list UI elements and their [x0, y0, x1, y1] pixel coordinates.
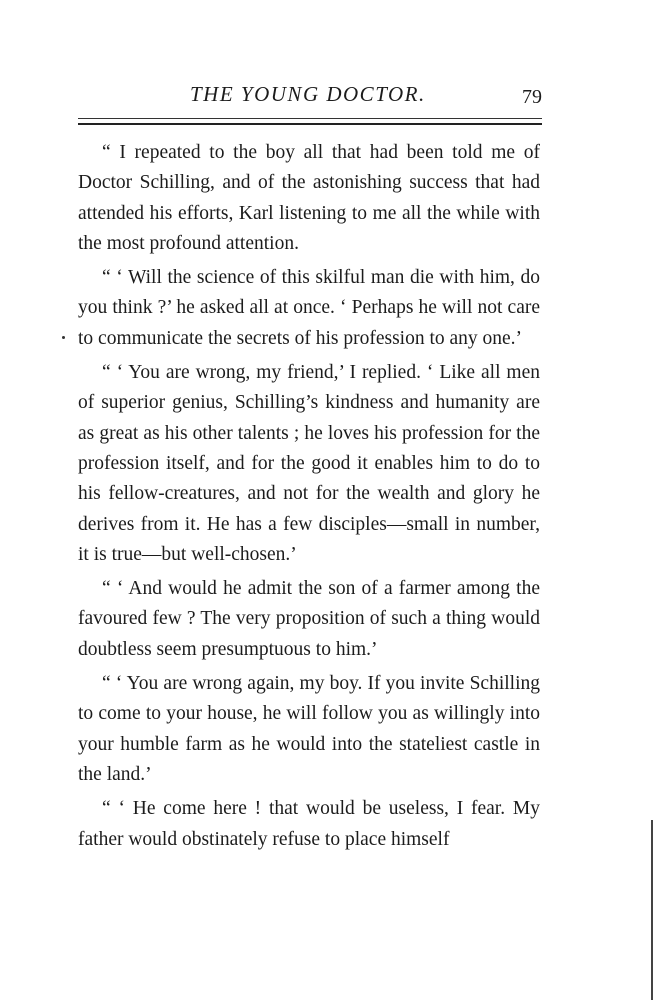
header-rule-thick — [78, 123, 542, 125]
paragraph: “ ‘ And would he admit the son of a farmer among the favoured few ? The very proposition of such a thing would doubtless seem presumptuous to him.’ — [78, 578, 540, 660]
paragraph: “ ‘ He come here ! that would be useless, I fear. My father would obstinately refuse to place himself — [78, 798, 540, 850]
body-text — [78, 138, 540, 859]
binding-edge — [651, 820, 653, 1000]
page-number: 79 — [522, 86, 542, 108]
paragraph: “ ‘ You are wrong, my friend,’ I replied. ‘ Like all men of superior genius, Schilling’s kindness and humanity are as great as his other talents ; he loves his profession for the profession itself, and for the good it enables him to do to his fellow-creatures, and not for the wealth and glory he derives from it. He has a few disciples—small in number, it is true—but well-chosen.’ — [78, 362, 540, 565]
paragraph: “ I repeated to the boy all that had been told me of Doctor Schilling, and of the astonishing success that had attended his efforts, Karl listening to me all the while with the most profound attention. — [78, 142, 540, 254]
paragraph: “ ‘ You are wrong again, my boy. If you invite Schilling to come to your house, he will follow you as willingly into your humble farm as he would into the stateliest castle in the land.’ — [78, 673, 540, 785]
running-head — [78, 82, 542, 112]
margin-speck — [62, 336, 65, 339]
header-rule-thin — [78, 118, 542, 119]
paragraph: “ ‘ Will the science of this skilful man die with him, do you think ?’ he asked all at once. ‘ Perhaps he will not care to communicate the secrets of his profession to any one.’ — [78, 267, 540, 349]
running-title: THE YOUNG DOCTOR. — [190, 82, 426, 106]
